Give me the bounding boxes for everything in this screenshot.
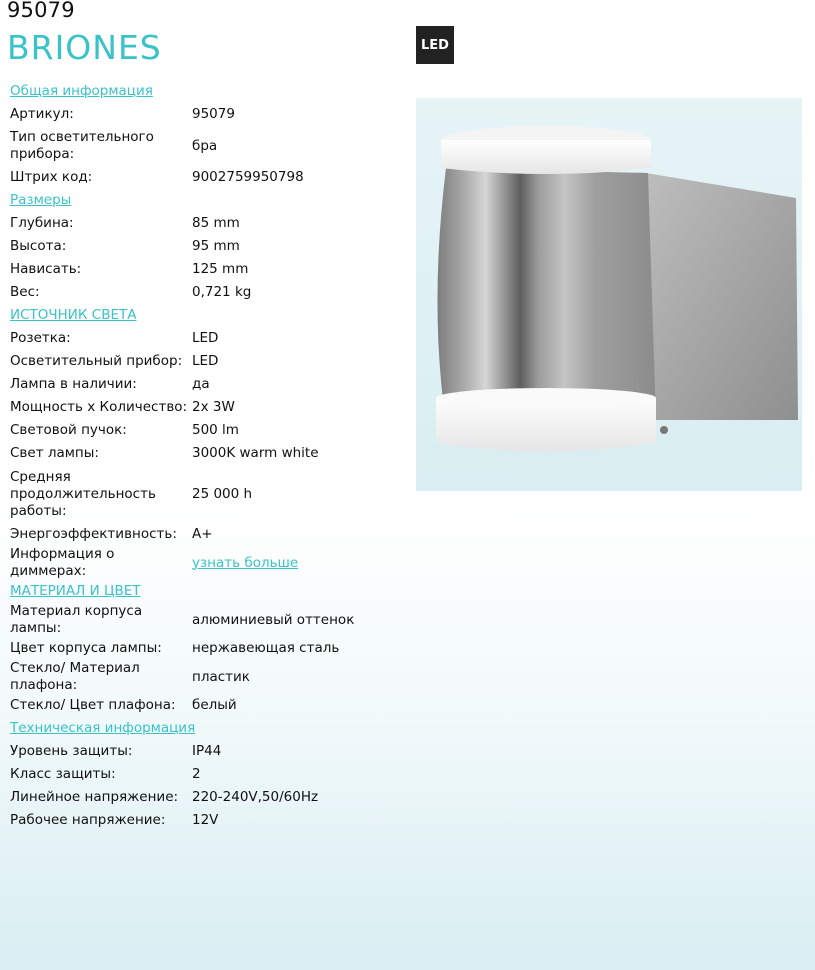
spec-row: Световой пучок: 500 lm [10,422,239,438]
spec-row: Розетка: LED [10,330,219,346]
spec-row: Вес: 0,721 kg [10,284,252,300]
spec-row: Линейное напряжение: 220-240V,50/60Hz [10,789,319,805]
spec-row: Стекло/ Цвет плафона: белый [10,697,237,713]
spec-row: Свет лампы: 3000K warm white [10,445,319,461]
spec-row: Класс защиты: 2 [10,766,201,782]
section-material-title[interactable]: МАТЕРИАЛ И ЦВЕТ [10,583,141,599]
product-sku: 95079 [7,0,75,22]
spec-row: Цвет корпуса лампы: нержавеющая сталь [10,640,340,656]
section-light-title[interactable]: ИСТОЧНИК СВЕТА [10,307,137,323]
section-general-title[interactable]: Общая информация [10,83,153,99]
section-dimensions-title[interactable]: Размеры [10,192,72,208]
spec-row: Артикул: 95079 [10,106,235,122]
dimmer-info-link[interactable]: узнать больше [192,554,299,571]
spec-row: Уровень защиты: IP44 [10,743,222,759]
spec-row: Энергоэффективность: A+ [10,526,213,542]
spec-row: Информация о диммерах: узнать больше [10,546,410,580]
spec-row: Мощность x Количество: 2x 3W [10,399,235,415]
led-badge-icon: LED [416,26,454,64]
product-name: BRIONES [7,28,162,67]
section-tech-title[interactable]: Техническая информация [10,720,196,736]
spec-row: Высота: 95 mm [10,238,240,254]
spec-row: Штрих код: 9002759950798 [10,169,304,185]
product-image [416,98,802,491]
spec-row: Лампа в наличии: да [10,376,210,392]
spec-row: Глубина: 85 mm [10,215,240,231]
spec-row: Тип осветительного прибора: бра [10,129,218,162]
spec-row: Материал корпуса лампы: алюминиевый оттенок [10,603,355,636]
spec-list [10,80,410,832]
spec-row: Стекло/ Материал плафона: пластик [10,660,250,693]
spec-row: Осветительный прибор: LED [10,353,219,369]
spec-row: Рабочее напряжение: 12V [10,812,219,828]
spec-row: Средняя продолжительность работы: 25 000 h [10,468,253,519]
spec-row: Нависать: 125 mm [10,261,249,277]
